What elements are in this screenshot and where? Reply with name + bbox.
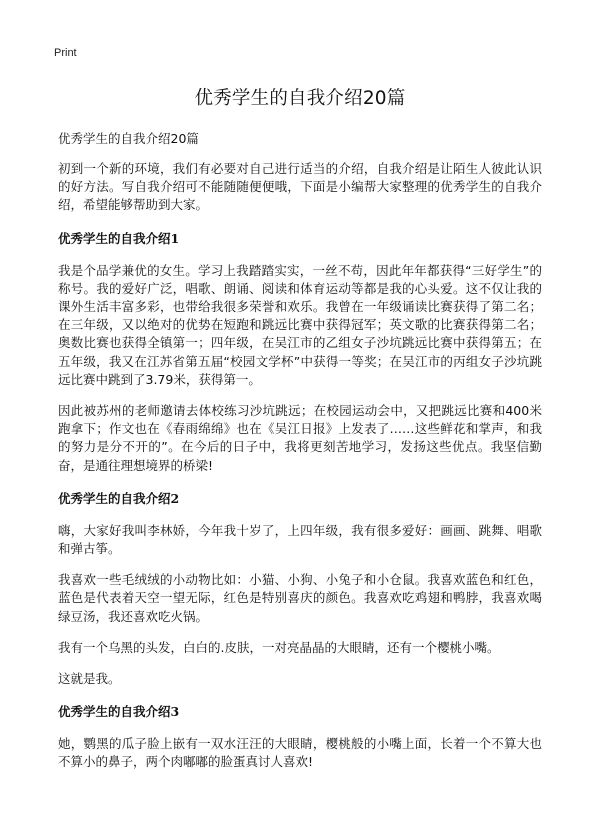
section-paragraph: 嗨，大家好我叫李林娇，今年我十岁了，上四年级，我有很多爱好：画画、跳舞、唱歌和弹古筝。 [58,522,542,557]
section-heading: 优秀学生的自我介绍1 [58,230,180,246]
intro-paragraph: 初到一个新的环境，我们有必要对自己进行适当的介绍，自我介绍是让陌生人彼此认识的好方法。写自我介绍可不能随随便便哦，下面是小编帮大家整理的优秀学生的自我介绍，希望能够帮助到大家。 [58,161,542,213]
section-paragraph: 我有一个乌黑的头发，白白的.皮肤，一对亮晶晶的大眼睛，还有一个樱桃小嘴。 [58,639,500,655]
section-paragraph: 这就是我。 [58,671,121,687]
document-title: 优秀学生的自我介绍20篇 [194,88,406,109]
section-paragraph: 因此被苏州的老师邀请去体校练习沙坑跳远；在校园运动会中，又把跳远比赛和400米跑拿下；作文也在《春雨绵绵》也在《吴江日报》上发表了……这些鲜花和掌声，和我的努力是分不开的”。在今后的日子中，我将更刻苦地学习，发扬这些优点。我坚信勤奋，是通往理想境界的桥梁! [58,403,542,473]
print-link[interactable]: Print [54,47,77,59]
section-paragraph: 我喜欢一些毛绒绒的小动物比如：小猫、小狗、小兔子和小仓鼠。我喜欢蓝色和红色，蓝色是代表着天空一望无际，红色是特别喜庆的颜色。我喜欢吃鸡翅和鸭脖，我喜欢喝绿豆汤，我还喜欢吃火锅。 [58,572,542,624]
section-paragraph: 她，鹦黑的瓜子脸上嵌有一双水汪汪的大眼睛，樱桃般的小嘴上面，长着一个不算大也不算小的鼻子，两个肉嘟嘟的脸蛋真讨人喜欢! [58,736,542,770]
section-heading: 优秀学生的自我介绍3 [58,704,180,720]
section-paragraph: 我是个品学兼优的女生。学习上我踏踏实实，一丝不苟，因此年年都获得“三好学生”的称号。我的爱好广泛，唱歌、朗诵、阅读和体育运动等都是我的心头爱。这不仅让我的课外生活丰富多彩，也带给我很多荣誉和欢乐。我曾在一年级诵读比赛获得了第二名；在三年级，又以绝对的优势在短跑和跳远比赛中获得冠军；英文歌的比赛获得第二名；奥数比赛也获得全镇第一；四年级，在吴江市的乙组女子沙坑跳远比赛中获得第五；在五年级，我又在江苏省第五届“校园文学杯”中获得一等奖；在吴江市的丙组女子沙坑跳远比赛中跳到了3.79米，获得第一。 [58,262,542,387]
section-heading: 优秀学生的自我介绍2 [58,490,180,506]
document-subtitle: 优秀学生的自我介绍20篇 [58,131,199,146]
